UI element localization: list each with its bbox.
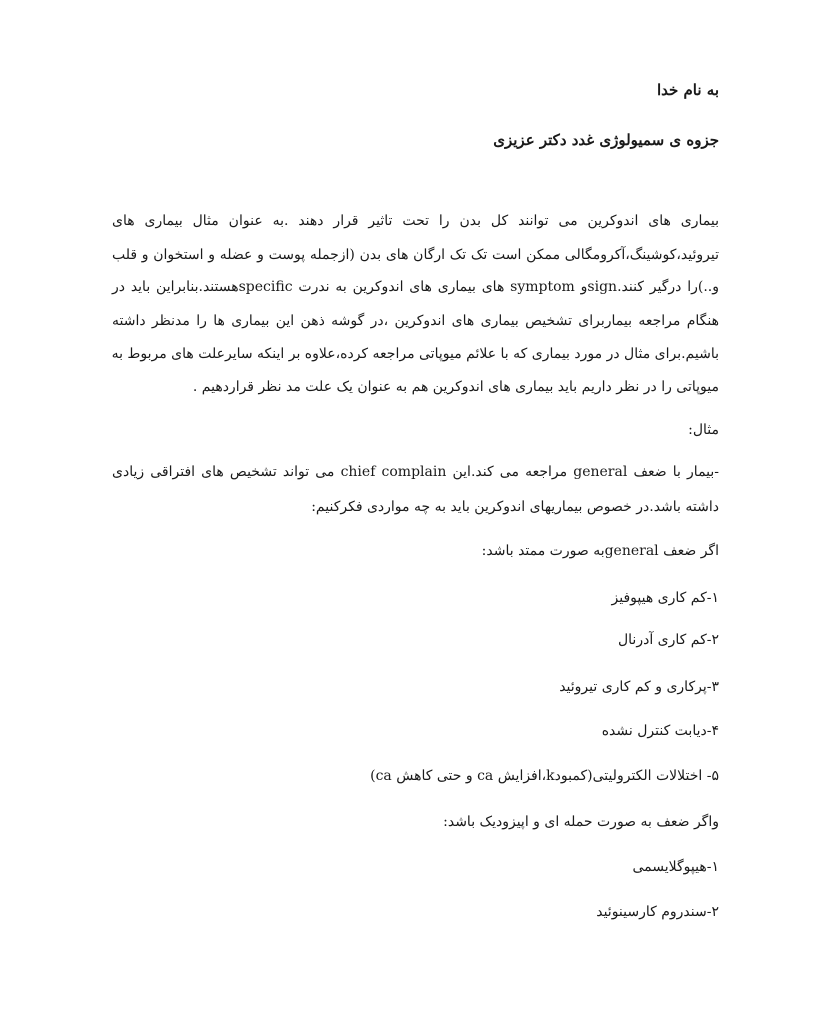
chronic-weakness-heading: اگر ضعف generalبه صورت ممتد باشد: <box>481 543 719 559</box>
list-item: ۱-هیپوگلایسمی <box>632 859 719 875</box>
list-item: ۵- اختلالات الکترولیتی(کمبودk،افزایش ca و حتی کاهش ca) <box>370 768 719 784</box>
example-line: داشته باشد.در خصوص بیماریهای اندوکرین باید به چه مواردی فکرکنیم: <box>311 499 719 515</box>
list-item: ۱-کم کاری هیپوفیز <box>611 590 719 606</box>
document-header: به نام خدا <box>656 81 719 99</box>
intro-line: باشیم.برای مثال در مورد بیماری که با علائم میوپاتی مراجعه کرده،علاوه بر اینکه سایرعلت های مربوط به <box>111 346 719 362</box>
list-item: ۳-پرکاری و کم کاری تیروئید <box>559 679 719 695</box>
intro-line: میوپاتی را در نظر داریم باید بیماری های اندوکرین هم به عنوان یک علت مد نظر قراردهیم . <box>192 379 719 395</box>
list-item: ۴-دیابت کنترل نشده <box>601 723 719 739</box>
intro-line: و..)را درگیر کنند.signو symptom های بیماری های اندوکرین به ندرت specificهستند.بنابراین باید در <box>112 279 720 295</box>
episodic-weakness-heading: واگر ضعف به صورت حمله ای و اپیزودیک باشد: <box>443 814 719 830</box>
example-line: -بیمار با ضعف general مراجعه می کند.این chief complain می تواند تشخیص های افتراقی زیادی <box>112 464 720 480</box>
intro-line: تیروئید،کوشینگ،آکرومگالی ممکن است تک تک ارگان های بدن (ازجمله پوست و عضله و استخوان و قلب <box>112 247 719 263</box>
example-label: مثال: <box>688 422 719 438</box>
list-item: ۲-کم کاری آدرنال <box>617 632 719 648</box>
document-title: جزوه ی سمیولوژی غدد دکتر عزیزی <box>493 131 719 149</box>
intro-line: بیماری های اندوکرین می توانند کل بدن را تحت تاثیر قرار دهند .به عنوان مثال بیماری های <box>112 213 719 229</box>
list-item: ۲-سندروم کارسینوئید <box>596 904 719 920</box>
intro-line: هنگام مراجعه بیماربرای تشخیص بیماری های اندوکرین ،در گوشه ذهن این بیماری ها را مدنظر داشته <box>112 313 719 329</box>
